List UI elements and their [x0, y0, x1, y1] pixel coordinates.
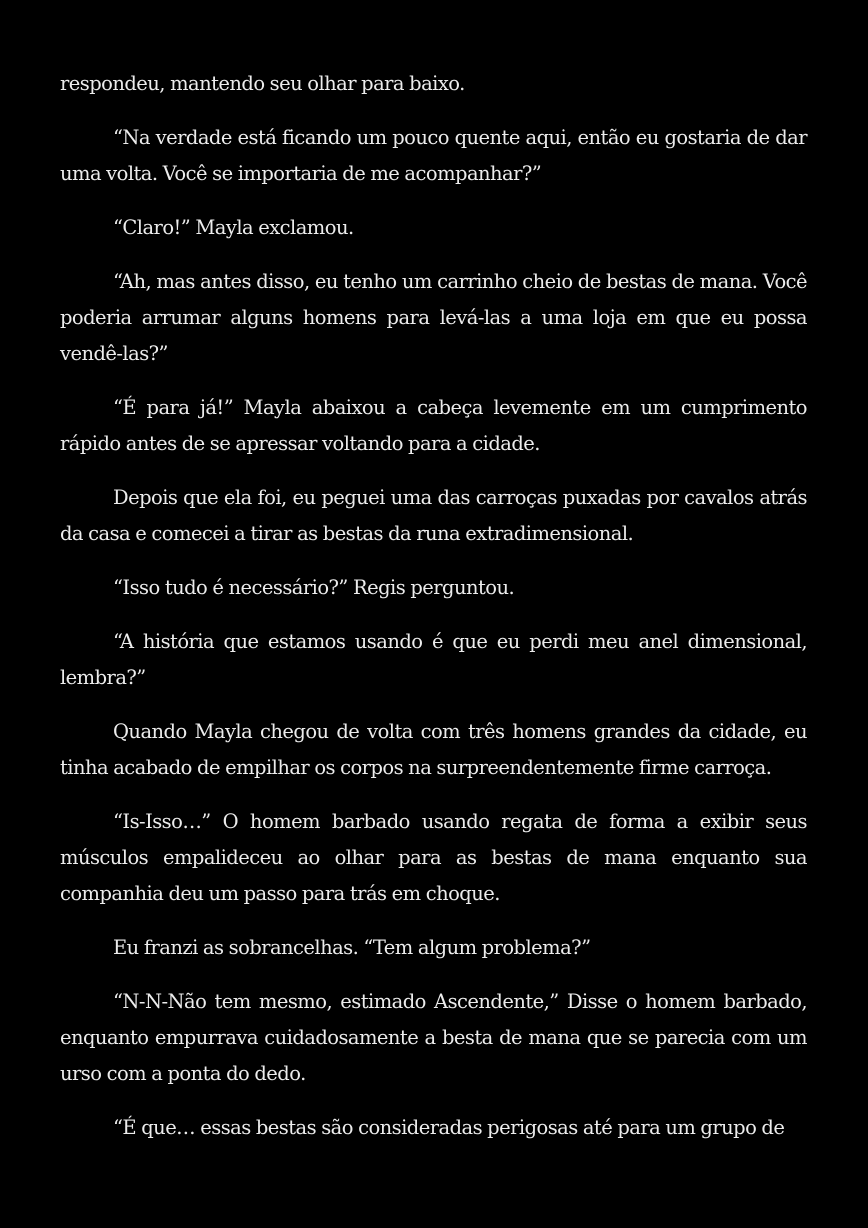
paragraph-12: “N-N-Não tem mesmo, estimado Ascendente,” Disse o homem barbado, enquanto empurrava cuidadosamente a besta de mana que se parecia com um urso com a ponta do dedo.	[60, 990, 807, 1085]
paragraph-4: “Ah, mas antes disso, eu tenho um carrinho cheio de bestas de mana. Você poderia arrumar alguns homens para levá-las a uma loja em que eu possa vendê-las?”	[60, 270, 807, 365]
paragraph-5: “É para já!” Mayla abaixou a cabeça levemente em um cumprimento rápido antes de se apressar voltando para a cidade.	[60, 396, 807, 455]
paragraph-10: “Is-Isso…” O homem barbado usando regata de forma a exibir seus músculos empalideceu ao olhar para as bestas de mana enquanto sua companhia deu um passo para trás em choque.	[60, 810, 807, 905]
paragraph-8: “A história que estamos usando é que eu perdi meu anel dimensional, lembra?”	[60, 630, 807, 689]
paragraph-2: “Na verdade está ficando um pouco quente aqui, então eu gostaria de dar uma volta. Você se importaria de me acompanhar?”	[60, 126, 807, 185]
paragraph-9: Quando Mayla chegou de volta com três homens grandes da cidade, eu tinha acabado de empilhar os corpos na surpreendentemente firme carroça.	[60, 720, 807, 779]
document-page	[60, 66, 807, 1164]
paragraph-6: Depois que ela foi, eu peguei uma das carroças puxadas por cavalos atrás da casa e comecei a tirar as bestas da runa extradimensional.	[60, 486, 807, 545]
paragraph-1: respondeu, mantendo seu olhar para baixo.	[60, 72, 465, 95]
paragraph-11: Eu franzi as sobrancelhas. “Tem algum problema?”	[113, 936, 591, 959]
paragraph-13: “É que… essas bestas são consideradas perigosas até para um grupo de	[113, 1116, 785, 1139]
paragraph-7: “Isso tudo é necessário?” Regis perguntou.	[113, 576, 515, 599]
paragraph-3: “Claro!” Mayla exclamou.	[113, 216, 354, 239]
